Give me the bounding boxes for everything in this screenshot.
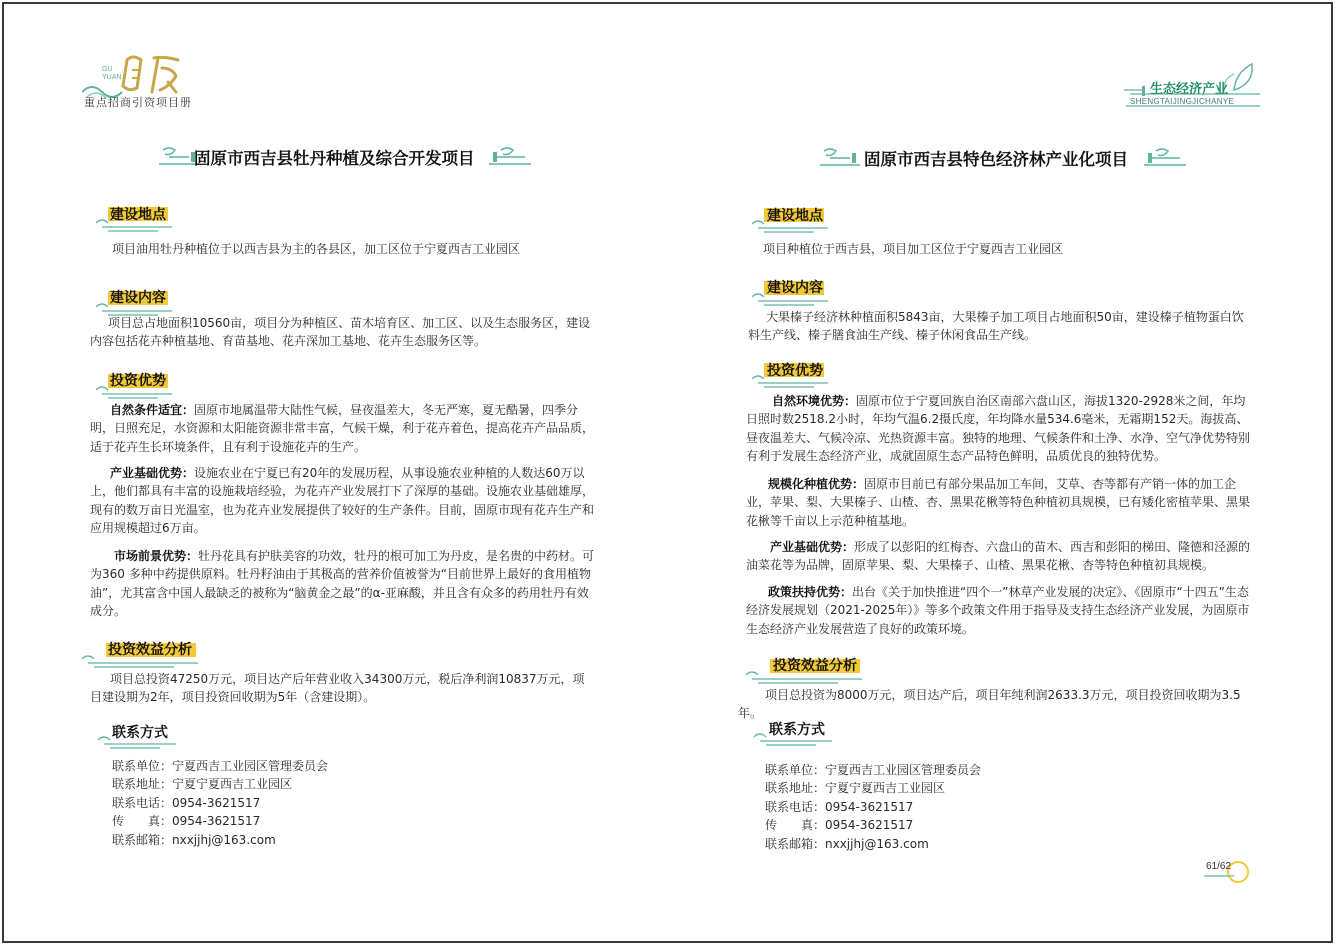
advantage-label: 规模化种植优势：	[768, 477, 865, 491]
advantage-paragraph-2	[746, 475, 1251, 530]
section-title-content: 建设内容	[767, 280, 823, 296]
category-title: 生态经济产业	[1150, 82, 1229, 97]
section-title-location: 建设地点	[110, 207, 166, 223]
advantage-paragraph-2	[90, 464, 595, 538]
advantage-text: 设施农业在宁夏已有20年的发展历程，从事设施农业种植的人数达60万以上，他们都具有丰富的设施栽培经验，为花卉产业发展打下了深厚的基础。设施农业基础雄厚，现有的数万亩日光温室，也为花卉业发展提供了较好的生产条件。目前，固原市现有花卉生产和应用规模超过6万亩。	[90, 466, 595, 536]
contact-address: 联系地址：宁夏宁夏西吉工业园区	[112, 777, 293, 792]
logo-pinyin: GU YUAN	[102, 66, 122, 81]
contact-fax: 传 真：0954-3621517	[765, 818, 914, 833]
advantage-label: 市场前景优势：	[114, 549, 199, 563]
section-title-benefit: 投资效益分析	[108, 642, 192, 658]
benefit-text: 项目总投资为8000万元，项目达产后，项目年纯利润2633.3万元，项目投资回收期为3.5年。	[738, 688, 1241, 721]
section-title-advantage: 投资优势	[767, 363, 823, 379]
location-text: 项目油用牡丹种植位于以西吉县为主的各县区，加工区位于宁夏西吉工业园区	[112, 242, 521, 256]
advantage-paragraph-1	[746, 392, 1251, 466]
section-title-contact: 联系方式	[112, 725, 168, 741]
advantage-text: 固原市位于宁夏回族自治区南部六盘山区，海拔1320-2928米之间，年均日照时数2518.2小时，年均气温6.2摄氏度，年均降水量534.6毫米，无霜期152天。海拔高、昼夜温差大、气候冷凉、光热资源丰富。独特的地理、气候条件和土净、水净、空气净优势特别有利于发展生态经济产业，成就固原生态产品特色鲜明，品质优良的独特优势。	[746, 394, 1251, 464]
contact-fax: 传 真：0954-3621517	[112, 814, 261, 829]
contact-phone: 联系电话：0954-3621517	[112, 795, 261, 810]
advantage-paragraph-1	[90, 401, 595, 456]
contact-unit: 联系单位：宁夏西吉工业园区管理委员会	[112, 759, 329, 773]
advantage-label: 产业基础优势：	[770, 540, 855, 554]
page-number: 61/62	[1206, 861, 1232, 872]
advantage-text: 固原市目前已有部分果品加工车间，艾草、杏等都有产销一体的加工企业，苹果、梨、大果榛子、山楂、杏、黑果花楸等特色种植初具规模，已有矮化密植苹果、黑果花楸等千亩以上示范种植基地。	[746, 477, 1251, 528]
category-pinyin: SHENGTAIJINGJICHANYE	[1130, 97, 1235, 106]
location-text: 项目种植位于西吉县，项目加工区位于宁夏西吉工业园区	[763, 242, 1064, 256]
advantage-text: 牡丹花具有护肤美容的功效，牡丹的根可加工为丹皮，是名贵的中药材。可为360 多种中药提供原料。牡丹籽油由于其极高的营养价值被誉为“目前世界上最好的食用植物油”，尤其富含中国人最缺乏的被称为“脑黄金之最”的α-亚麻酸，并且含有众多的药用牡丹有效成分。	[90, 549, 595, 619]
contact-unit: 联系单位：宁夏西吉工业园区管理委员会	[765, 763, 982, 777]
logo-subtitle: 重点招商引资项目册	[84, 96, 192, 109]
advantage-paragraph-3	[90, 547, 595, 621]
contact-email: 联系邮箱：nxxjjhj@163.com	[112, 832, 276, 847]
benefit-text: 项目总投资47250万元，项目达产后年营业收入34300万元，税后净利润10837万元，项目建设期为2年，项目投资回收期为5年（含建设期）。	[90, 672, 585, 705]
content-text: 大果榛子经济林种植面积5843亩，大果榛子加工项目占地面积50亩，建设榛子植物蛋白饮料生产线、榛子膳食油生产线、榛子休闲食品生产线。	[748, 310, 1244, 343]
advantage-label: 政策扶持优势：	[768, 585, 853, 599]
right-page	[668, 0, 1337, 947]
section-title-contact: 联系方式	[769, 722, 825, 738]
contact-block	[765, 761, 981, 853]
section-title-advantage: 投资优势	[110, 373, 166, 389]
contact-phone: 联系电话：0954-3621517	[765, 799, 914, 814]
contact-block	[112, 757, 328, 849]
advantage-label: 自然条件适宜：	[110, 403, 195, 417]
section-title-content: 建设内容	[110, 290, 166, 306]
section-title-benefit: 投资效益分析	[773, 658, 857, 674]
advantage-paragraph-4	[746, 583, 1251, 638]
advantage-text: 形成了以彭阳的红梅杏、六盘山的苗木、西吉和彭阳的梯田、隆德和泾源的油菜花等为品牌，固原苹果、梨、大果榛子、山楂、黑果花楸、杏等特色种植初具规模。	[746, 540, 1251, 573]
content-text: 项目总占地面积10560亩，项目分为种植区、苗木培育区、加工区、以及生态服务区，建设内容包括花卉种植基地、育苗基地、花卉深加工基地、花卉生态服务区等。	[90, 316, 591, 349]
advantage-label: 产业基础优势：	[110, 466, 195, 480]
contact-address: 联系地址：宁夏宁夏西吉工业园区	[765, 781, 946, 796]
left-page-title: 固原市西吉县牡丹种植及综合开发项目	[194, 149, 475, 168]
advantage-text: 出台《关于加快推进“四个一”林草产业发展的决定》、《固原市“十四五”生态经济发展规划（2021-2025年）》等多个政策文件用于指导及支持生态经济产业发展，为固原市生态经济产业发展营造了良好的政策环境。	[746, 585, 1250, 636]
left-page	[0, 0, 668, 947]
advantage-label: 自然环境优势：	[772, 394, 857, 408]
section-title-location: 建设地点	[767, 208, 823, 224]
right-page-title: 固原市西吉县特色经济林产业化项目	[864, 150, 1128, 169]
advantage-text: 固原市地属温带大陆性气候，昼夜温差大，冬无严寒，夏无酷暑，四季分明，日照充足，水资源和太阳能资源非常丰富，气候干燥，利于花卉着色，提高花卉产品品质，适于花卉生长环境条件，且有利于设施花卉的生产。	[90, 403, 595, 454]
advantage-paragraph-3	[746, 538, 1251, 575]
contact-email: 联系邮箱：nxxjjhj@163.com	[765, 836, 929, 851]
